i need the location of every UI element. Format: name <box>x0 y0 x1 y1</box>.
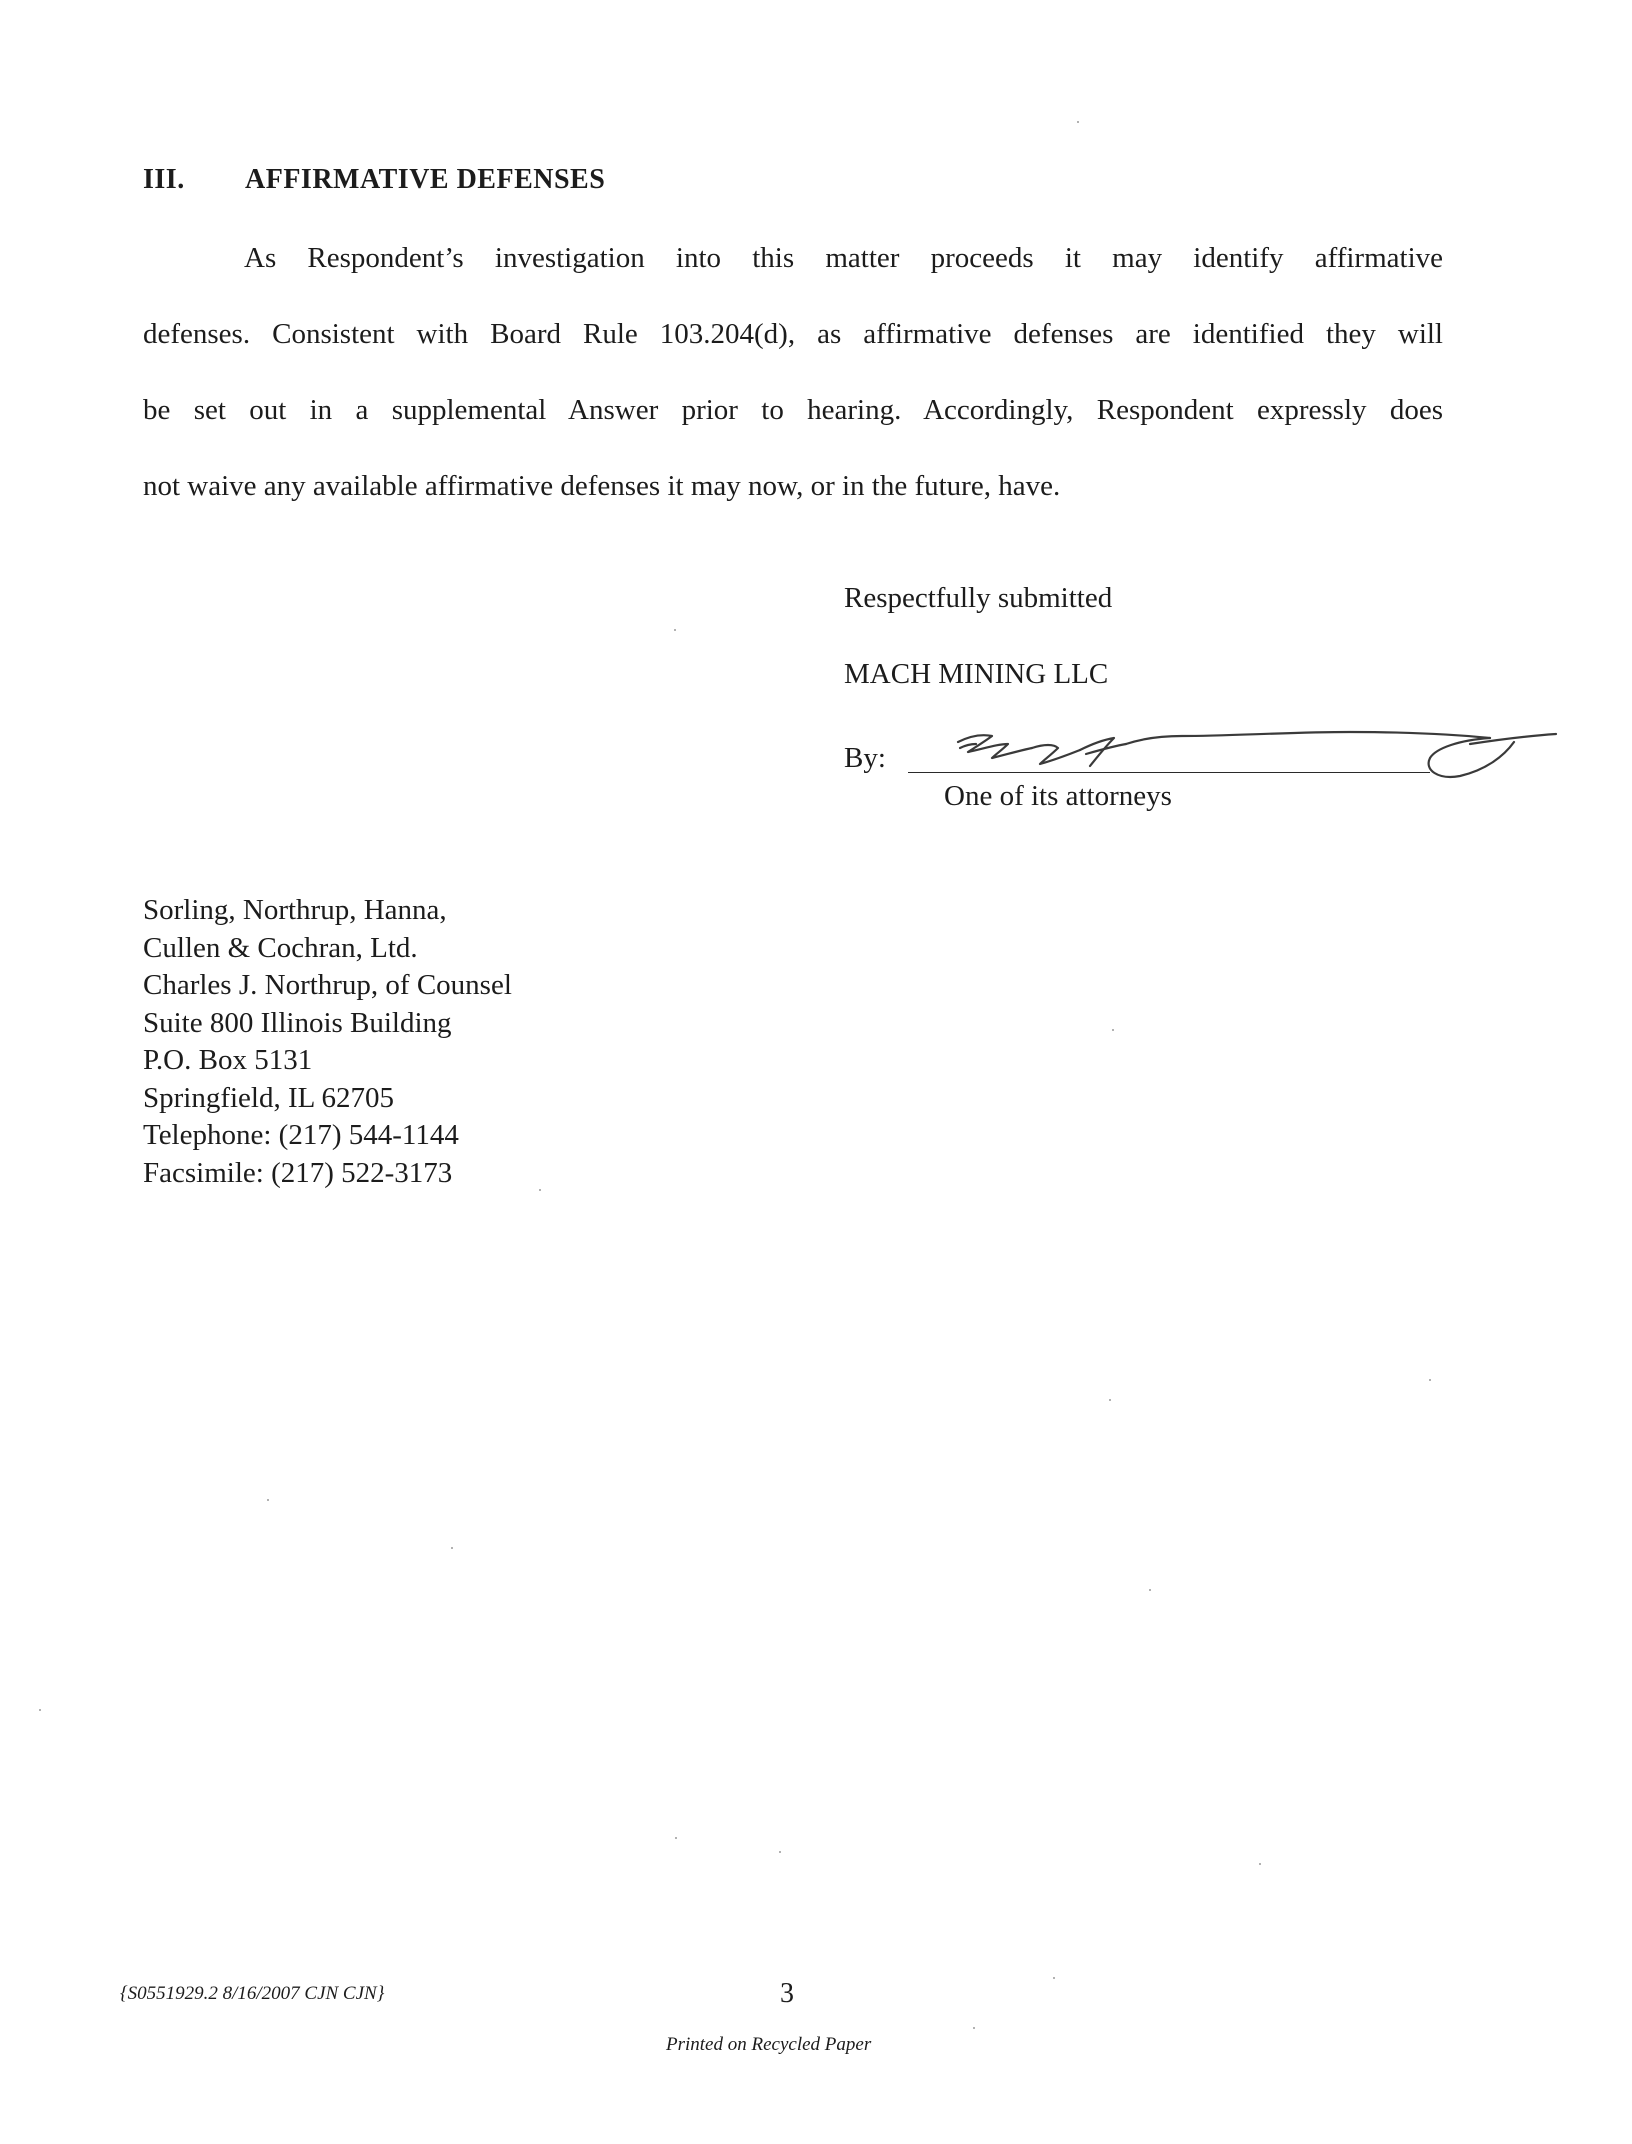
address-line: Cullen & Cochran, Ltd. <box>143 931 418 964</box>
footer-document-id: {S0551929.2 8/16/2007 CJN CJN} <box>120 1983 385 2004</box>
counsel-address-block <box>143 892 512 1192</box>
address-line: P.O. Box 5131 <box>143 1044 313 1076</box>
printed-on-recycled-note: Printed on Recycled Paper <box>666 2034 872 2055</box>
by-label: By: <box>844 742 886 774</box>
body-line-2: defenses. Consistent with Board Rule 103.204(d), as affirmative defenses are identified they will <box>143 318 1443 350</box>
address-line: Facsimile: (217) 522-3173 <box>143 1156 453 1189</box>
section-title: AFFIRMATIVE DEFENSES <box>245 164 606 195</box>
section-number: III. <box>143 164 185 195</box>
address-line: Telephone: (217) 544-1144 <box>143 1119 459 1151</box>
signature-caption: One of its attorneys <box>944 780 1172 812</box>
address-line: Suite 800 Illinois Building <box>143 1006 452 1039</box>
body-line-3: be set out in a supplemental Answer prior to hearing. Accordingly, Respondent expressly does <box>143 394 1443 426</box>
closing-text: Respectfully submitted <box>844 582 1113 614</box>
body-line-1: As Respondent’s investigation into this matter proceeds it may identify affirmative <box>244 242 1443 274</box>
body-line-4: not waive any available affirmative defenses it may now, or in the future, have. <box>143 470 1061 502</box>
address-line: Springfield, IL 62705 <box>143 1081 395 1114</box>
address-line: Sorling, Northrup, Hanna, <box>143 894 447 926</box>
address-line: Charles J. Northrup, of Counsel <box>143 969 512 1001</box>
section-heading <box>143 164 605 196</box>
company-name: MACH MINING LLC <box>844 658 1109 690</box>
page-number: 3 <box>780 1978 794 2009</box>
